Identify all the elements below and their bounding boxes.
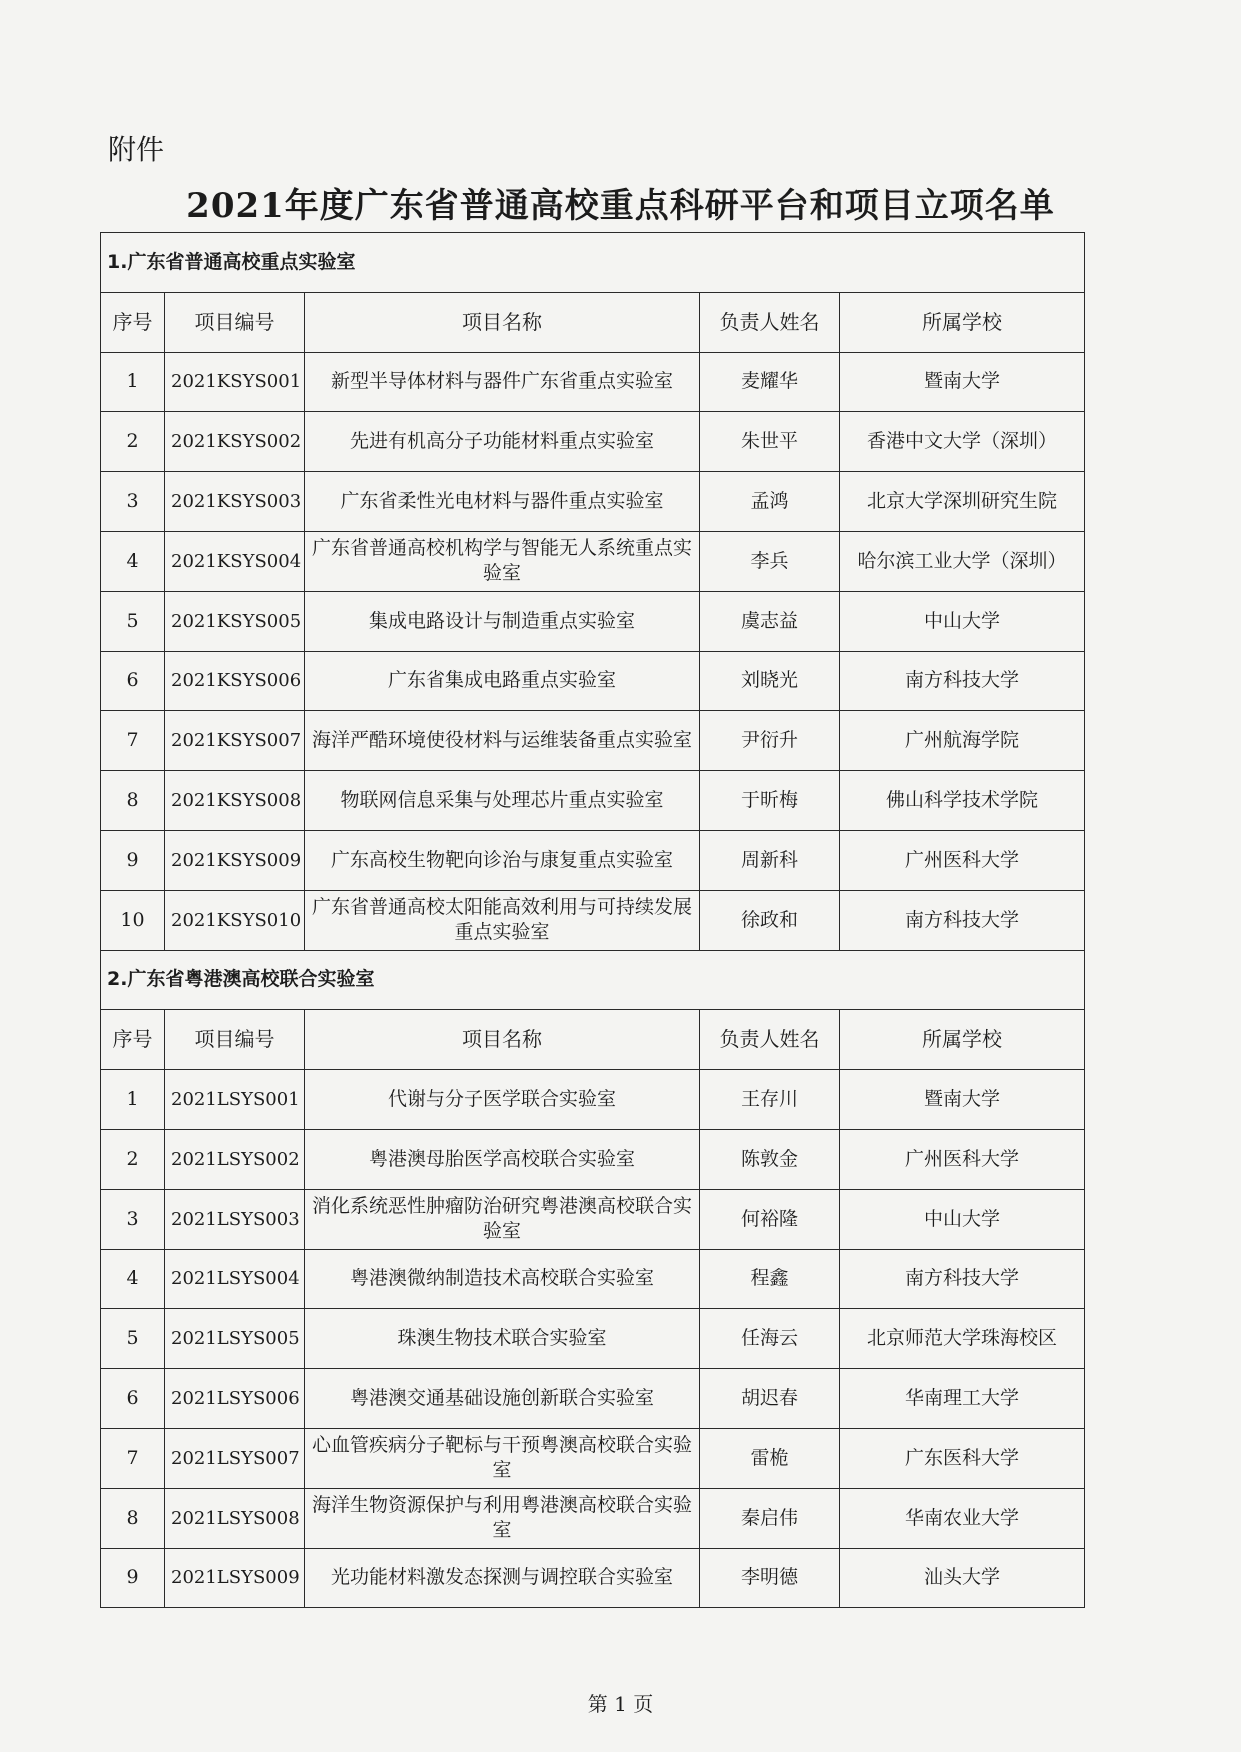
- project-name-cell: 光功能材料激发态探测与调控联合实验室: [305, 1548, 700, 1608]
- row-number-cell: 3: [101, 1189, 165, 1249]
- university-cell: 北京大学深圳研究生院: [840, 472, 1085, 532]
- column-header-project-name: 项目名称: [305, 1010, 700, 1070]
- project-name-cell: 广东省集成电路重点实验室: [305, 651, 700, 711]
- university-cell: 汕头大学: [840, 1548, 1085, 1608]
- header-row: [101, 292, 1085, 352]
- university-cell: 广州航海学院: [840, 711, 1085, 771]
- leader-name-cell: 尹衍升: [700, 711, 840, 771]
- row-number-cell: 4: [101, 1249, 165, 1309]
- project-name-cell: 广东省普通高校太阳能高效利用与可持续发展重点实验室: [305, 890, 700, 950]
- row-number-cell: 3: [101, 472, 165, 532]
- project-name-cell: 心血管疾病分子靶标与干预粤澳高校联合实验室: [305, 1428, 700, 1488]
- row-number-cell: 8: [101, 771, 165, 831]
- project-code-cell: 2021KSYS010: [165, 890, 305, 950]
- table-row: [101, 1249, 1085, 1309]
- project-code-cell: 2021LSYS009: [165, 1548, 305, 1608]
- university-cell: 中山大学: [840, 591, 1085, 651]
- project-name-cell: 海洋严酷环境使役材料与运维装备重点实验室: [305, 711, 700, 771]
- project-name-cell: 粤港澳交通基础设施创新联合实验室: [305, 1369, 700, 1429]
- university-cell: 南方科技大学: [840, 651, 1085, 711]
- row-number-cell: 9: [101, 1548, 165, 1608]
- university-cell: 南方科技大学: [840, 890, 1085, 950]
- column-header-university: 所属学校: [840, 292, 1085, 352]
- project-code-cell: 2021KSYS004: [165, 531, 305, 591]
- column-header-row-number: 序号: [101, 1010, 165, 1070]
- column-header-row-number: 序号: [101, 292, 165, 352]
- column-header-leader-name: 负责人姓名: [700, 1010, 840, 1070]
- leader-name-cell: 秦启伟: [700, 1488, 840, 1548]
- project-name-cell: 消化系统恶性肿瘤防治研究粤港澳高校联合实验室: [305, 1189, 700, 1249]
- section-row: [101, 233, 1085, 293]
- project-name-cell: 粤港澳微纳制造技术高校联合实验室: [305, 1249, 700, 1309]
- table-row: [101, 830, 1085, 890]
- column-header-project-code: 项目编号: [165, 292, 305, 352]
- table-row: [101, 651, 1085, 711]
- project-code-cell: 2021KSYS007: [165, 711, 305, 771]
- project-code-cell: 2021LSYS003: [165, 1189, 305, 1249]
- table-row: [101, 472, 1085, 532]
- project-code-cell: 2021KSYS002: [165, 412, 305, 472]
- table-row: [101, 1189, 1085, 1249]
- header-row: [101, 1010, 1085, 1070]
- section-row: [101, 950, 1085, 1010]
- table-row: [101, 1548, 1085, 1608]
- leader-name-cell: 陈敦金: [700, 1129, 840, 1189]
- project-code-cell: 2021KSYS006: [165, 651, 305, 711]
- row-number-cell: 6: [101, 651, 165, 711]
- page-number: 第 1 页: [587, 1692, 654, 1716]
- leader-name-cell: 刘晓光: [700, 651, 840, 711]
- table-row: [101, 591, 1085, 651]
- column-header-leader-name: 负责人姓名: [700, 292, 840, 352]
- attachment-label: 附件: [108, 133, 165, 166]
- project-name-cell: 物联网信息采集与处理芯片重点实验室: [305, 771, 700, 831]
- row-number-cell: 2: [101, 1129, 165, 1189]
- row-number-cell: 7: [101, 711, 165, 771]
- column-header-project-code: 项目编号: [165, 1010, 305, 1070]
- university-cell: 广州医科大学: [840, 1129, 1085, 1189]
- university-cell: 华南理工大学: [840, 1369, 1085, 1429]
- column-header-project-name: 项目名称: [305, 292, 700, 352]
- project-name-cell: 集成电路设计与制造重点实验室: [305, 591, 700, 651]
- project-code-cell: 2021KSYS001: [165, 352, 305, 412]
- row-number-cell: 7: [101, 1428, 165, 1488]
- leader-name-cell: 朱世平: [700, 412, 840, 472]
- project-code-cell: 2021KSYS005: [165, 591, 305, 651]
- leader-name-cell: 雷桅: [700, 1428, 840, 1488]
- leader-name-cell: 麦耀华: [700, 352, 840, 412]
- table-row: [101, 412, 1085, 472]
- leader-name-cell: 周新科: [700, 830, 840, 890]
- leader-name-cell: 程鑫: [700, 1249, 840, 1309]
- row-number-cell: 8: [101, 1488, 165, 1548]
- project-code-cell: 2021LSYS001: [165, 1070, 305, 1130]
- project-code-cell: 2021LSYS005: [165, 1309, 305, 1369]
- project-name-cell: 先进有机高分子功能材料重点实验室: [305, 412, 700, 472]
- leader-name-cell: 徐政和: [700, 890, 840, 950]
- leader-name-cell: 任海云: [700, 1309, 840, 1369]
- table-row: [101, 1488, 1085, 1548]
- table-row: [101, 352, 1085, 412]
- leader-name-cell: 李明德: [700, 1548, 840, 1608]
- table-row: [101, 531, 1085, 591]
- leader-name-cell: 孟鸿: [700, 472, 840, 532]
- university-cell: 暨南大学: [840, 352, 1085, 412]
- project-code-cell: 2021KSYS008: [165, 771, 305, 831]
- university-cell: 广州医科大学: [840, 830, 1085, 890]
- project-code-cell: 2021LSYS006: [165, 1369, 305, 1429]
- table-row: [101, 1309, 1085, 1369]
- leader-name-cell: 何裕隆: [700, 1189, 840, 1249]
- table-row: [101, 711, 1085, 771]
- university-cell: 广东医科大学: [840, 1428, 1085, 1488]
- row-number-cell: 6: [101, 1369, 165, 1429]
- project-code-cell: 2021LSYS008: [165, 1488, 305, 1548]
- project-name-cell: 新型半导体材料与器件广东省重点实验室: [305, 352, 700, 412]
- row-number-cell: 1: [101, 352, 165, 412]
- university-cell: 香港中文大学（深圳）: [840, 412, 1085, 472]
- document-title: 2021年度广东省普通高校重点科研平台和项目立项名单: [186, 186, 1055, 226]
- project-name-cell: 代谢与分子医学联合实验室: [305, 1070, 700, 1130]
- section-title: 2.广东省粤港澳高校联合实验室: [101, 950, 1085, 1010]
- table-row: [101, 1129, 1085, 1189]
- project-code-cell: 2021KSYS009: [165, 830, 305, 890]
- column-header-university: 所属学校: [840, 1010, 1085, 1070]
- row-number-cell: 4: [101, 531, 165, 591]
- project-code-cell: 2021LSYS002: [165, 1129, 305, 1189]
- row-number-cell: 2: [101, 412, 165, 472]
- project-name-cell: 海洋生物资源保护与利用粤港澳高校联合实验室: [305, 1488, 700, 1548]
- leader-name-cell: 胡迟春: [700, 1369, 840, 1429]
- project-code-cell: 2021LSYS004: [165, 1249, 305, 1309]
- project-name-cell: 广东省柔性光电材料与器件重点实验室: [305, 472, 700, 532]
- university-cell: 哈尔滨工业大学（深圳）: [840, 531, 1085, 591]
- row-number-cell: 10: [101, 890, 165, 950]
- university-cell: 北京师范大学珠海校区: [840, 1309, 1085, 1369]
- leader-name-cell: 虞志益: [700, 591, 840, 651]
- university-cell: 暨南大学: [840, 1070, 1085, 1130]
- project-list-table: [100, 232, 1085, 1608]
- row-number-cell: 9: [101, 830, 165, 890]
- university-cell: 中山大学: [840, 1189, 1085, 1249]
- project-name-cell: 粤港澳母胎医学高校联合实验室: [305, 1129, 700, 1189]
- table-row: [101, 890, 1085, 950]
- table-row: [101, 1369, 1085, 1429]
- university-cell: 南方科技大学: [840, 1249, 1085, 1309]
- row-number-cell: 5: [101, 1309, 165, 1369]
- leader-name-cell: 于昕梅: [700, 771, 840, 831]
- section-title: 1.广东省普通高校重点实验室: [101, 233, 1085, 293]
- project-code-cell: 2021LSYS007: [165, 1428, 305, 1488]
- project-code-cell: 2021KSYS003: [165, 472, 305, 532]
- project-name-cell: 广东省普通高校机构学与智能无人系统重点实验室: [305, 531, 700, 591]
- leader-name-cell: 王存川: [700, 1070, 840, 1130]
- university-cell: 华南农业大学: [840, 1488, 1085, 1548]
- project-name-cell: 广东高校生物靶向诊治与康复重点实验室: [305, 830, 700, 890]
- row-number-cell: 1: [101, 1070, 165, 1130]
- project-name-cell: 珠澳生物技术联合实验室: [305, 1309, 700, 1369]
- row-number-cell: 5: [101, 591, 165, 651]
- table-row: [101, 1070, 1085, 1130]
- leader-name-cell: 李兵: [700, 531, 840, 591]
- university-cell: 佛山科学技术学院: [840, 771, 1085, 831]
- table-row: [101, 1428, 1085, 1488]
- table-row: [101, 771, 1085, 831]
